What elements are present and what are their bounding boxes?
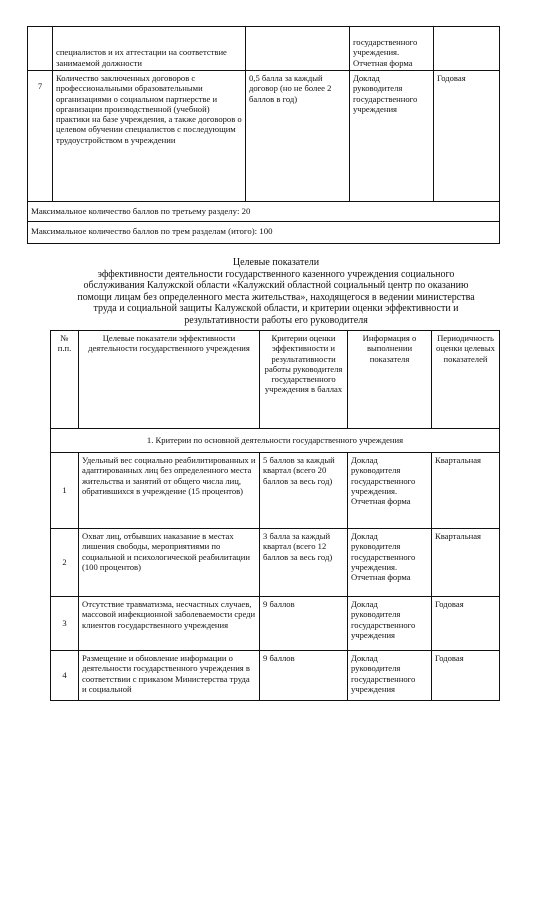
target-indicators-table xyxy=(50,330,500,701)
indicator-cell: Отсутствие травматизма, несчастных случаев, массовой инфекционной заболеваемости среди клиентов государственного учреждения xyxy=(79,597,260,651)
indicator-cell: Охват лиц, отбывших наказание в местах лишения свободы, мероприятиями по социальной и психологической реабилитации (100 процентов) xyxy=(79,529,260,597)
table-row xyxy=(28,27,500,71)
period-cell: Годовая xyxy=(432,651,500,701)
row-number xyxy=(28,27,53,71)
heading-line: помощи лицам без определенного места жительства», находящегося в ведении министерства xyxy=(77,291,475,303)
criteria-cell: 9 баллов xyxy=(260,651,348,701)
indicator-cell: Удельный вес социально реабилитированных и адаптированных лиц без определенного места жительства и занятий от общего числа лиц, обратившихся в учреждение (15 процентов) xyxy=(79,453,260,529)
table-row xyxy=(51,651,500,701)
row-number: 2 xyxy=(51,529,79,597)
header-period: Периодичность оценки целевых показателей xyxy=(432,331,500,429)
row-number: 7 xyxy=(28,71,53,202)
table-row xyxy=(51,453,500,529)
info-cell: государственного учреждения. Отчетная форма xyxy=(350,27,434,71)
row-number: 4 xyxy=(51,651,79,701)
period-cell: Годовая xyxy=(434,71,500,202)
indicator-cell: специалистов и их аттестации на соответствие занимаемой должности xyxy=(53,27,246,71)
document-heading xyxy=(22,257,530,326)
previous-section-table xyxy=(27,26,500,244)
row-number: 3 xyxy=(51,597,79,651)
info-cell: Доклад руководителя государственного учреждения xyxy=(350,71,434,202)
section-max-score: Максимальное количество баллов по третьему разделу: 20 xyxy=(28,202,500,222)
section-title: 1. Критерии по основной деятельности государственного учреждения xyxy=(51,429,500,453)
table-row xyxy=(51,529,500,597)
period-cell: Годовая xyxy=(432,597,500,651)
total-max-score: Максимальное количество баллов по трем разделам (итого): 100 xyxy=(28,222,500,244)
header-info: Информация о выполнении показателя xyxy=(348,331,432,429)
period-cell xyxy=(434,27,500,71)
info-cell: Доклад руководителя государственного учреждения. Отчетная форма xyxy=(348,529,432,597)
criteria-cell: 3 балла за каждый квартал (всего 12 баллов за весь год) xyxy=(260,529,348,597)
info-cell: Доклад руководителя государственного учреждения. Отчетная форма xyxy=(348,453,432,529)
section-row xyxy=(51,429,500,453)
period-cell: Квартальная xyxy=(432,529,500,597)
row-number: 1 xyxy=(51,453,79,529)
table-row xyxy=(28,71,500,202)
heading-line: результативности работы его руководителя xyxy=(184,314,368,326)
table-row xyxy=(51,597,500,651)
header-criteria: Критерии оценки эффективности и результативности работы руководителя государственного учреждения в баллах xyxy=(260,331,348,429)
indicator-cell: Размещение и обновление информации о деятельности государственного учреждения в соответствии с приказом Министерства труда и социальной xyxy=(79,651,260,701)
table-header-row xyxy=(51,331,500,429)
period-cell: Квартальная xyxy=(432,453,500,529)
heading-line: эффективности деятельности государственного казенного учреждения социального xyxy=(97,268,455,280)
indicator-cell: Количество заключенных договоров с профессиональными образовательными организациями о социальном партнерстве и организации производственной (учебной) практики на базе учреждения, а также договоров о целевом обучении специалистов с последующим трудоустройством в учреждении xyxy=(53,71,246,202)
header-indicator: Целевые показатели эффективности деятельности государственного учреждения xyxy=(79,331,260,429)
criteria-cell xyxy=(246,27,350,71)
table-row xyxy=(28,202,500,222)
criteria-cell: 9 баллов xyxy=(260,597,348,651)
criteria-cell: 5 баллов за каждый квартал (всего 20 баллов за весь год) xyxy=(260,453,348,529)
info-cell: Доклад руководителя государственного учреждения xyxy=(348,651,432,701)
header-number: № п.п. xyxy=(51,331,79,429)
info-cell: Доклад руководителя государственного учреждения xyxy=(348,597,432,651)
heading-line: труда и социальной защиты Калужской области, и критерии оценки эффективности и xyxy=(93,303,459,314)
heading-line: обслуживания Калужской области «Калужский областной социальный центр по оказанию xyxy=(83,280,469,291)
table-row xyxy=(28,222,500,244)
criteria-cell: 0,5 балла за каждый договор (но не более 2 баллов в год) xyxy=(246,71,350,202)
heading-title: Целевые показатели xyxy=(232,257,320,268)
